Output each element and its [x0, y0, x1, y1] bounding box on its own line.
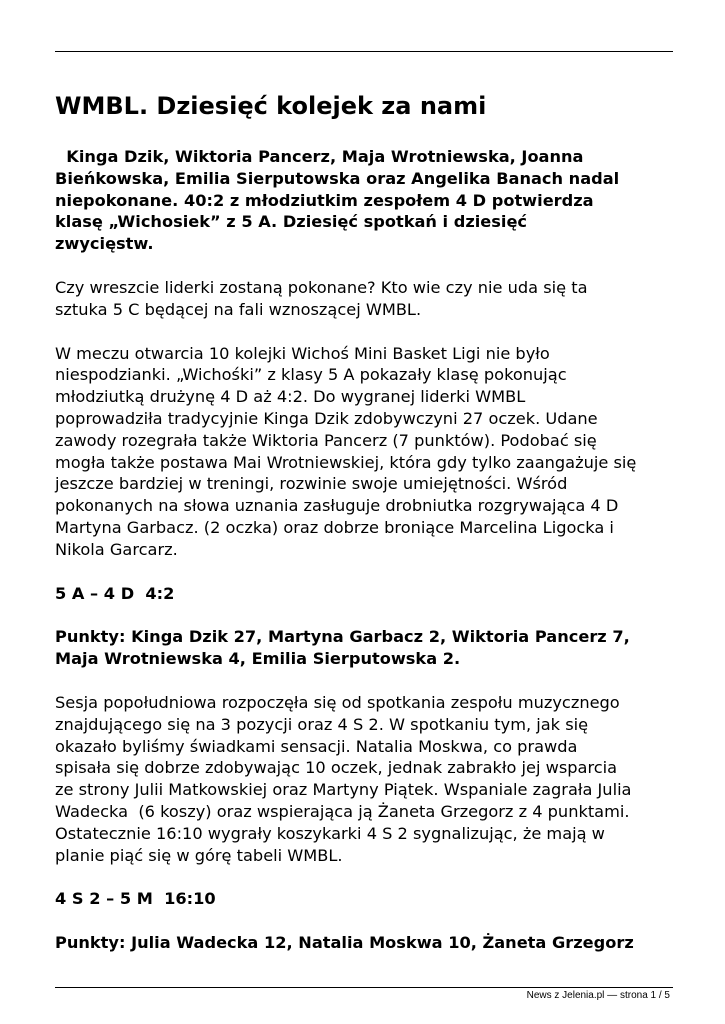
paragraph-line: mogła także postawa Mai Wrotniewskiej, która gdy tylko zaangażuje się	[55, 452, 637, 472]
lead-line: niepokonane. 40:2 z młodziutkim zespołem 4 D potwierdza	[55, 190, 594, 210]
points-line: Punkty: Julia Wadecka 12, Natalia Moskwa 10, Żaneta Grzegorz	[55, 933, 634, 953]
paragraph-line: Martyna Garbacz. (2 oczka) oraz dobrze broniące Marcelina Ligocka i	[55, 517, 614, 537]
paragraph-line: okazało byliśmy świadkami sensacji. Natalia Moskwa, co prawda	[55, 736, 578, 756]
lead-line: klasę „Wichosiek” z 5 A. Dziesięć spotkań i dziesięć	[55, 212, 528, 232]
paragraph-line: znajdującego się na 3 pozycji oraz 4 S 2. W spotkaniu tym, jak się	[55, 714, 589, 734]
points-line: Punkty: Kinga Dzik 27, Martyna Garbacz 2, Wiktoria Pancerz 7,	[55, 627, 630, 647]
lead-line: zwycięstw.	[55, 234, 154, 254]
article-title: WMBL. Dziesięć kolejek za nami	[55, 92, 487, 120]
paragraph-line: W meczu otwarcia 10 kolejki Wichoś Mini Basket Ligi nie było	[55, 343, 550, 363]
match-points	[55, 932, 675, 954]
paragraph-line: pokonanych na słowa uznania zasługuje drobniutka rozgrywająca 4 D	[55, 496, 619, 516]
paragraph-line: poprowadziła tradycyjnie Kinga Dzik zdobywczyni 27 oczek. Udane	[55, 408, 598, 428]
paragraph-line: planie piąć się w górę tabeli WMBL.	[55, 845, 343, 865]
article-body	[55, 88, 675, 954]
paragraph-match-report	[55, 343, 675, 561]
paragraph-line: sztuka 5 C będącej na fali wznoszącej WMBL.	[55, 299, 422, 319]
match-points	[55, 626, 675, 670]
paragraph-line: Sesja popołudniowa rozpoczęła się od spotkania zespołu muzycznego	[55, 692, 620, 712]
paragraph-line: młodziutką drużynę 4 D aż 4:2. Do wygranej liderki WMBL	[55, 387, 526, 407]
paragraph-line: niespodzianki. „Wichośki” z klasy 5 A pokazały klasę pokonując	[55, 365, 567, 385]
article-lead	[55, 146, 675, 255]
footer-divider	[55, 987, 673, 988]
points-line: Maja Wrotniewska 4, Emilia Sierputowska 2.	[55, 649, 461, 669]
paragraph-afternoon	[55, 692, 675, 866]
paragraph-line: Nikola Garcarz.	[55, 539, 178, 559]
header-divider	[55, 51, 673, 52]
paragraph-line: spisała się dobrze zdobywając 10 oczek, jednak zabrakło jej wsparcia	[55, 758, 618, 778]
paragraph-line: Wadecka (6 koszy) oraz wspierająca ją Żaneta Grzegorz z 4 punktami.	[55, 801, 630, 821]
lead-line: Kinga Dzik, Wiktoria Pancerz, Maja Wrotniewska, Joanna	[55, 147, 584, 166]
paragraph-line: ze strony Julii Matkowskiej oraz Martyny Piątek. Wspaniale zagrała Julia	[55, 780, 632, 800]
match-score: 4 S 2 – 5 M 16:10	[55, 889, 216, 909]
match-score: 5 A – 4 D 4:2	[55, 583, 175, 603]
paragraph-line: zawody rozegrała także Wiktoria Pancerz (7 punktów). Podobać się	[55, 430, 597, 450]
page-footer: News z Jelenia.pl — strona 1 / 5	[526, 990, 670, 1001]
paragraph-line: jeszcze bardziej w treningi, rozwinie swoje umiejętności. Wśród	[55, 474, 568, 494]
paragraph-intro	[55, 277, 675, 321]
lead-line: Bieńkowska, Emilia Sierputowska oraz Angelika Banach nadal	[55, 168, 620, 188]
paragraph-line: Ostatecznie 16:10 wygrały koszykarki 4 S 2 sygnalizując, że mają w	[55, 823, 605, 843]
paragraph-line: Czy wreszcie liderki zostaną pokonane? Kto wie czy nie uda się ta	[55, 277, 588, 297]
